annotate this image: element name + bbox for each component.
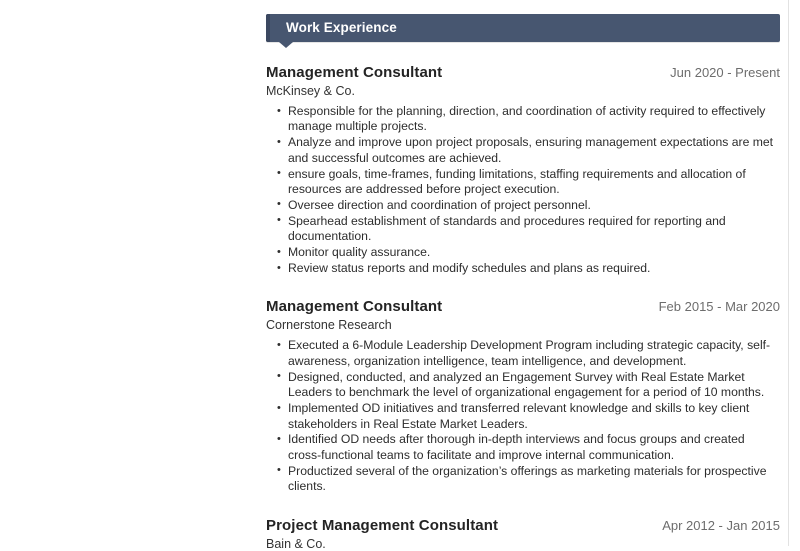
job-header-row [266, 298, 780, 315]
job-bullet-item: • Productized several of the organization’s offerings as marketing materials for prospective clients. [288, 464, 780, 495]
job-entry [266, 298, 780, 494]
section-header-title: Work Experience [286, 20, 397, 35]
job-title: Management Consultant [266, 64, 443, 81]
job-bullet-item: • Responsible for the planning, direction, and coordination of activity required to effectively manage multiple projects. [288, 104, 780, 135]
job-bullet-list [266, 338, 780, 494]
job-bullet-item: • Oversee direction and coordination of project personnel. [288, 198, 780, 213]
work-experience-section-header [266, 14, 780, 42]
job-entry [266, 64, 780, 276]
job-company: Bain & Co. [266, 536, 326, 551]
job-dates: Jun 2020 - Present [670, 65, 780, 80]
job-title: Project Management Consultant [266, 516, 499, 534]
job-bullet-list [266, 104, 780, 276]
job-bullet-item: • Identified OD needs after thorough in-depth interviews and focus groups and created cross-functional teams to facilitate and improve internal communication. [288, 432, 780, 463]
work-experience-list [266, 64, 780, 551]
job-bullet-item: • Analyze and improve upon project proposals, ensuring management expectations are met and successful outcomes are achieved. [288, 135, 780, 166]
job-title: Management Consultant [266, 298, 443, 316]
job-dates: Apr 2012 - Jan 2015 [662, 517, 780, 533]
job-company: Cornerstone Research [266, 318, 392, 333]
job-bullet-item: • Monitor quality assurance. [288, 245, 780, 260]
job-entry [266, 517, 780, 551]
job-bullet-item: • Review status reports and modify schedules and plans as required. [288, 261, 780, 276]
job-company: McKinsey & Co. [266, 84, 355, 98]
job-bullet-item: • ensure goals, time-frames, funding limitations, staffing requirements and allocation of resources are addressed before project execution. [288, 167, 780, 198]
job-bullet-item: • Spearhead establishment of standards and procedures required for reporting and documentation. [288, 214, 780, 245]
job-bullet-item: • Designed, conducted, and analyzed an Engagement Survey with Real Estate Market Leaders to benchmark the level of organizational engagement for a period of 10 months. [288, 370, 780, 401]
section-header-notch-icon [279, 42, 293, 48]
job-bullet-item: • Implemented OD initiatives and transferred relevant knowledge and skills to key client stakeholders in Real Estate Market Leaders. [288, 401, 780, 432]
job-header-row [266, 517, 780, 534]
job-dates: Feb 2015 - Mar 2020 [658, 299, 780, 315]
job-header-row [266, 64, 780, 81]
section-header-band [266, 14, 780, 42]
resume-content-column [266, 0, 780, 551]
job-bullet-item: • Executed a 6-Module Leadership Development Program including strategic capacity, self-awareness, organization intelligence, team intelligence, and development. [288, 338, 780, 369]
